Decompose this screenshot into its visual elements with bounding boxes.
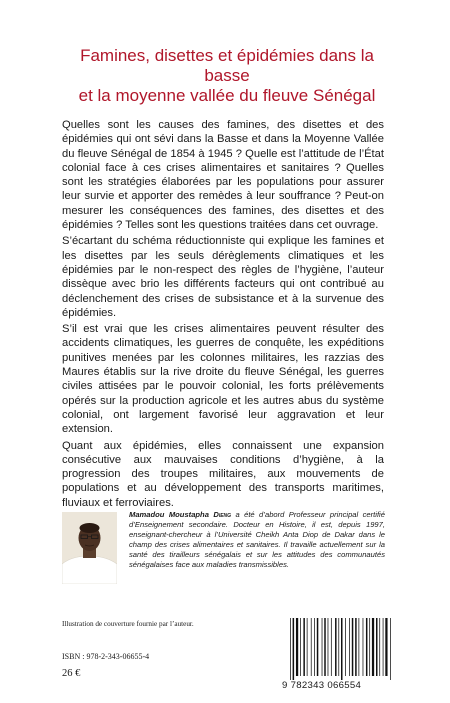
author-photo <box>62 512 117 584</box>
author-portrait-icon <box>62 512 117 584</box>
barcode-number: 9 782343 066554 <box>282 680 362 691</box>
blurb-paragraph-1: Quelles sont les causes des famines, des disettes et des épidémies qui ont sévi dans la Basse et dans la Moyenne Vallée du fleuve Sénégal de 1854 à 1945 ? Quelle est l’attitude de l’État colonial face à ces crises alimentaires et sanitaires ? Quelles sont les stratégies élaborées par les populations pour assurer leur survie et apporter des remèdes à leur souffrance ? Peut-on mesurer les conséquences des famines, des disettes et des épidémies ? Telles sont les questions traitées dans cet ouvrage. <box>62 119 384 232</box>
blurb-paragraph-4: Quant aux épidémies, elles connaissent une expansion consécutive aux mauvaises conditions d’hygiène, à la progression des troupes militaires, aux mouvements de populations et au développement des transports maritimes, fluviaux et ferroviaires. <box>62 439 384 509</box>
author-last-name: Dieng <box>213 510 232 519</box>
author-bio-text: a été d’abord Professeur principal certifié d’Enseignement secondaire. Docteur en Histoire, il est, depuis 1997, enseignant-chercheur à l’Université Cheikh Anta Diop de Dakar dans le champ des crises alimentaires et sanitaires. Il travaille actuellement sur la santé des tirailleurs sénégalais et sur les attitudes des communautés sénégalaises face aux maladies transmissibles. <box>129 510 385 570</box>
isbn: ISBN : 978-2-343-06655-4 <box>62 652 150 661</box>
blurb-paragraph-3: S’il est vrai que les crises alimentaires peuvent résulter des accidents climatiques, les guerres de conquête, les expéditions punitives menées par les colonnes militaires, les razzias des Maures établis sur la rive droite du fleuve Sénégal, les guerres civiles attisées par le pouvoir colonial, les forts prélèvements opérés sur la production agricole et les autres abus du système colonial, ont largement favorisé leur aggravation et leur extension. <box>62 323 384 436</box>
price: 26 € <box>62 668 81 679</box>
title-line-1: Famines, disettes et épidémies dans la basse <box>80 46 374 85</box>
cover-credit: Illustration de couverture fournie par l’auteur. <box>62 620 194 628</box>
barcode <box>288 618 396 682</box>
title-line-2: et la moyenne vallée du fleuve Sénégal <box>78 86 376 105</box>
back-cover-blurb <box>62 118 384 512</box>
author-bio <box>129 510 385 571</box>
author-first-name: Mamadou Moustapha <box>129 510 209 519</box>
book-title <box>62 46 392 106</box>
blurb-paragraph-2: S’écartant du schéma réductionniste qui explique les famines et les disettes par les seuls dérèglements climatiques et les épidémies par le non-respect des règles de l’hygiène, l’auteur dissèque avec brio les différents facteurs qui ont contribué au déclenchement des crises de subsistance et à la survenue des épidémies. <box>62 235 384 319</box>
